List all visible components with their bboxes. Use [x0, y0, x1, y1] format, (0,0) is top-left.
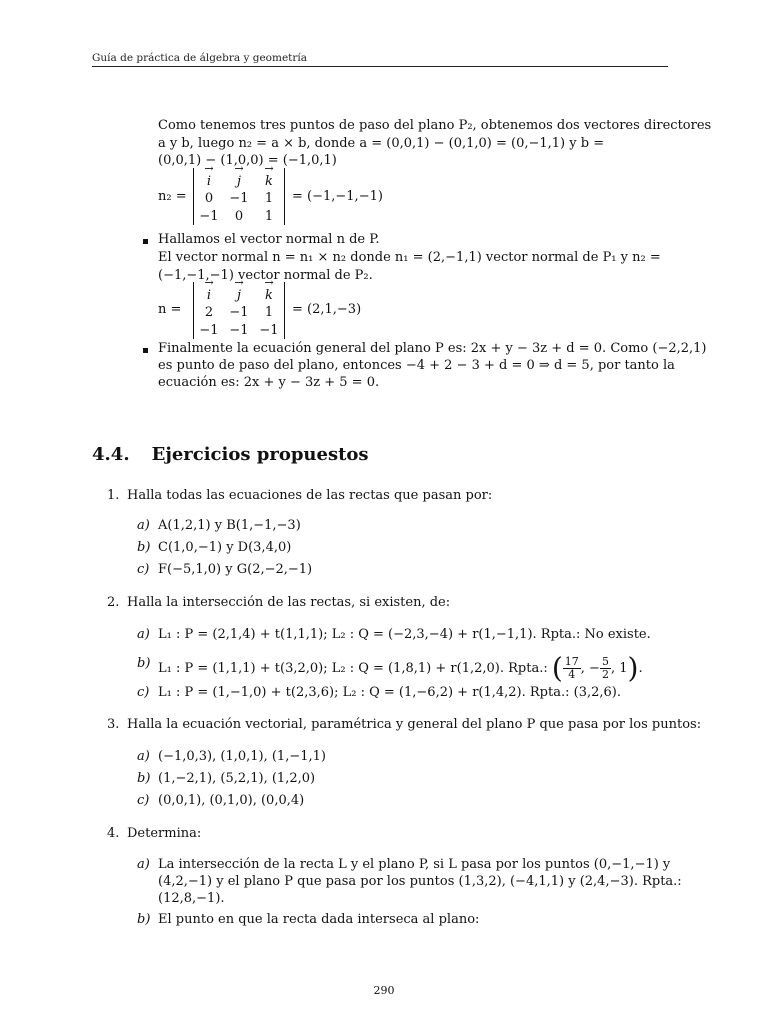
matrix-cell: −1 — [259, 322, 279, 338]
bullet-marker — [143, 348, 148, 353]
exercise-text: Halla la ecuación vectorial, paramétrica y general del plano P que pasa por los puntos: — [127, 717, 702, 732]
item-text: L₁ : P = (1,−1,0) + t(2,3,6); L₂ : Q = (1,−6,2) + r(1,4,2). Rpta.: (3,2,6). — [158, 685, 621, 700]
fraction — [600, 656, 611, 681]
matrix-cell: → k — [265, 282, 273, 303]
bullet-text: Hallamos el vector normal n de P. — [158, 232, 380, 247]
denominator: 2 — [601, 668, 609, 681]
exercise-number: 2. — [107, 595, 120, 610]
item-text: F(−5,1,0) y G(2,−2,−1) — [158, 562, 313, 577]
running-head: Guía de práctica de álgebra y geometría — [92, 52, 308, 64]
item-label: c) — [137, 685, 150, 700]
matrix-cell: 1 — [264, 208, 274, 224]
section-heading — [92, 444, 369, 465]
matrix-cell: −1 — [229, 322, 249, 338]
numerator: 17 — [564, 655, 579, 668]
item-label: a) — [137, 627, 150, 642]
matrix-cell: 1 — [264, 190, 274, 206]
item-label: b) — [137, 656, 151, 671]
matrix-cell: 1 — [264, 304, 274, 320]
item-label: c) — [137, 793, 150, 808]
exercise-text: Determina: — [127, 826, 202, 841]
item-text: (−1,0,3), (1,0,1), (1,−1,1) — [158, 749, 326, 764]
bullet-text: es punto de paso del plano, entonces −4 + 2 − 3 + d = 0 ⇒ d = 5, por tanto la — [158, 358, 675, 373]
item-text: A(1,2,1) y B(1,−1,−3) — [158, 518, 301, 533]
determinant-matrix — [193, 282, 285, 339]
left-paren: ( — [551, 651, 563, 685]
item-text: (1,−2,1), (5,2,1), (1,2,0) — [158, 771, 316, 786]
item-label: b) — [137, 540, 151, 555]
separator: , − — [580, 661, 600, 676]
determinant-result: = (−1,−1,−1) — [292, 189, 383, 204]
paragraph-line: El vector normal n = n₁ × n₂ donde n₁ = (2,−1,1) vector normal de P₁ y n₂ = — [158, 250, 661, 265]
item-label: a) — [137, 857, 150, 872]
item-text: C(1,0,−1) y D(3,4,0) — [158, 540, 292, 555]
matrix-cell: 0 — [204, 190, 214, 206]
matrix-cell: → k — [265, 168, 273, 189]
determinant-lhs: n = — [158, 302, 182, 317]
matrix-cell: −1 — [229, 190, 249, 206]
determinant-result: = (2,1,−3) — [292, 302, 362, 317]
bullet-text: ecuación es: 2x + y − 3z + 5 = 0. — [158, 375, 380, 390]
determinant-lhs: n₂ = — [158, 189, 187, 204]
matrix-cell: → i — [207, 282, 211, 303]
paragraph-line: (−1,−1,−1) vector normal de P₂. — [158, 268, 373, 283]
item-label: c) — [137, 562, 150, 577]
right-paren: ) — [627, 651, 639, 685]
item-text: L₁ : P = (1,1,1) + t(3,2,0); L₂ : Q = (1,8,1) + r(1,2,0). Rpta.: ( $\frac{17}{4}$ , − $\frac{5}{2}$ , 1). — [158, 651, 643, 685]
matrix-cell: 2 — [204, 304, 214, 320]
denominator: 4 — [568, 668, 576, 681]
item-label: b) — [137, 771, 151, 786]
bullet-text: Finalmente la ecuación general del plano P es: 2x + y − 3z + d = 0. Como (−2,2,1) — [158, 341, 707, 356]
exercise-number: 3. — [107, 717, 120, 732]
paragraph-line: (0,0,1) − (1,0,0) = (−1,0,1) — [158, 153, 337, 168]
tail: , 1 — [610, 661, 628, 676]
item-label: a) — [137, 749, 150, 764]
item-text: (4,2,−1) y el plano P que pasa por los puntos (1,3,2), (−4,1,1) y (2,4,−3). Rpta.: — [158, 874, 682, 889]
item-text: (0,0,1), (0,1,0), (0,0,4) — [158, 793, 305, 808]
matrix-cell: 0 — [234, 208, 244, 224]
paragraph-line: Como tenemos tres puntos de paso del plano P₂, obtenemos dos vectores directores — [158, 118, 712, 133]
matrix-cell: −1 — [199, 208, 219, 224]
matrix-cell: −1 — [199, 322, 219, 338]
item-text: El punto en que la recta dada interseca al plano: — [158, 912, 480, 927]
page-number: 290 — [373, 984, 395, 997]
item-text: L₁ : P = (2,1,4) + t(1,1,1); L₂ : Q = (−2,3,−4) + r(1,−1,1). Rpta.: No existe. — [158, 627, 651, 642]
section-title: Ejercicios propuestos — [151, 444, 369, 465]
item-text-main: L₁ : P = (1,1,1) + t(3,2,0); L₂ : Q = (1,8,1) + r(1,2,0). Rpta.: — [158, 661, 548, 676]
item-label: b) — [137, 912, 151, 927]
exercise-text: Halla todas las ecuaciones de las rectas que pasan por: — [127, 488, 493, 503]
item-label: a) — [137, 518, 150, 533]
determinant-matrix — [193, 168, 285, 225]
exercise-text: Halla la intersección de las rectas, si existen, de: — [127, 595, 451, 610]
matrix-cell: → i — [207, 168, 211, 189]
paragraph-line: a y b, luego n₂ = a × b, donde a = (0,0,1) − (0,1,0) = (0,−1,1) y b = — [158, 136, 605, 151]
numerator: 5 — [601, 655, 609, 668]
exercise-number: 4. — [107, 826, 120, 841]
fraction — [563, 656, 581, 681]
section-number: 4.4. — [92, 444, 130, 465]
item-text: (12,8,−1). — [158, 891, 225, 906]
matrix-cell: −1 — [229, 304, 249, 320]
header-rule — [92, 66, 668, 67]
matrix-cell: → j — [237, 282, 241, 303]
matrix-cell: → j — [237, 168, 241, 189]
exercise-number: 1. — [107, 488, 120, 503]
bullet-marker — [143, 239, 148, 244]
item-text: La intersección de la recta L y el plano P, si L pasa por los puntos (0,−1,−1) y — [158, 857, 671, 872]
